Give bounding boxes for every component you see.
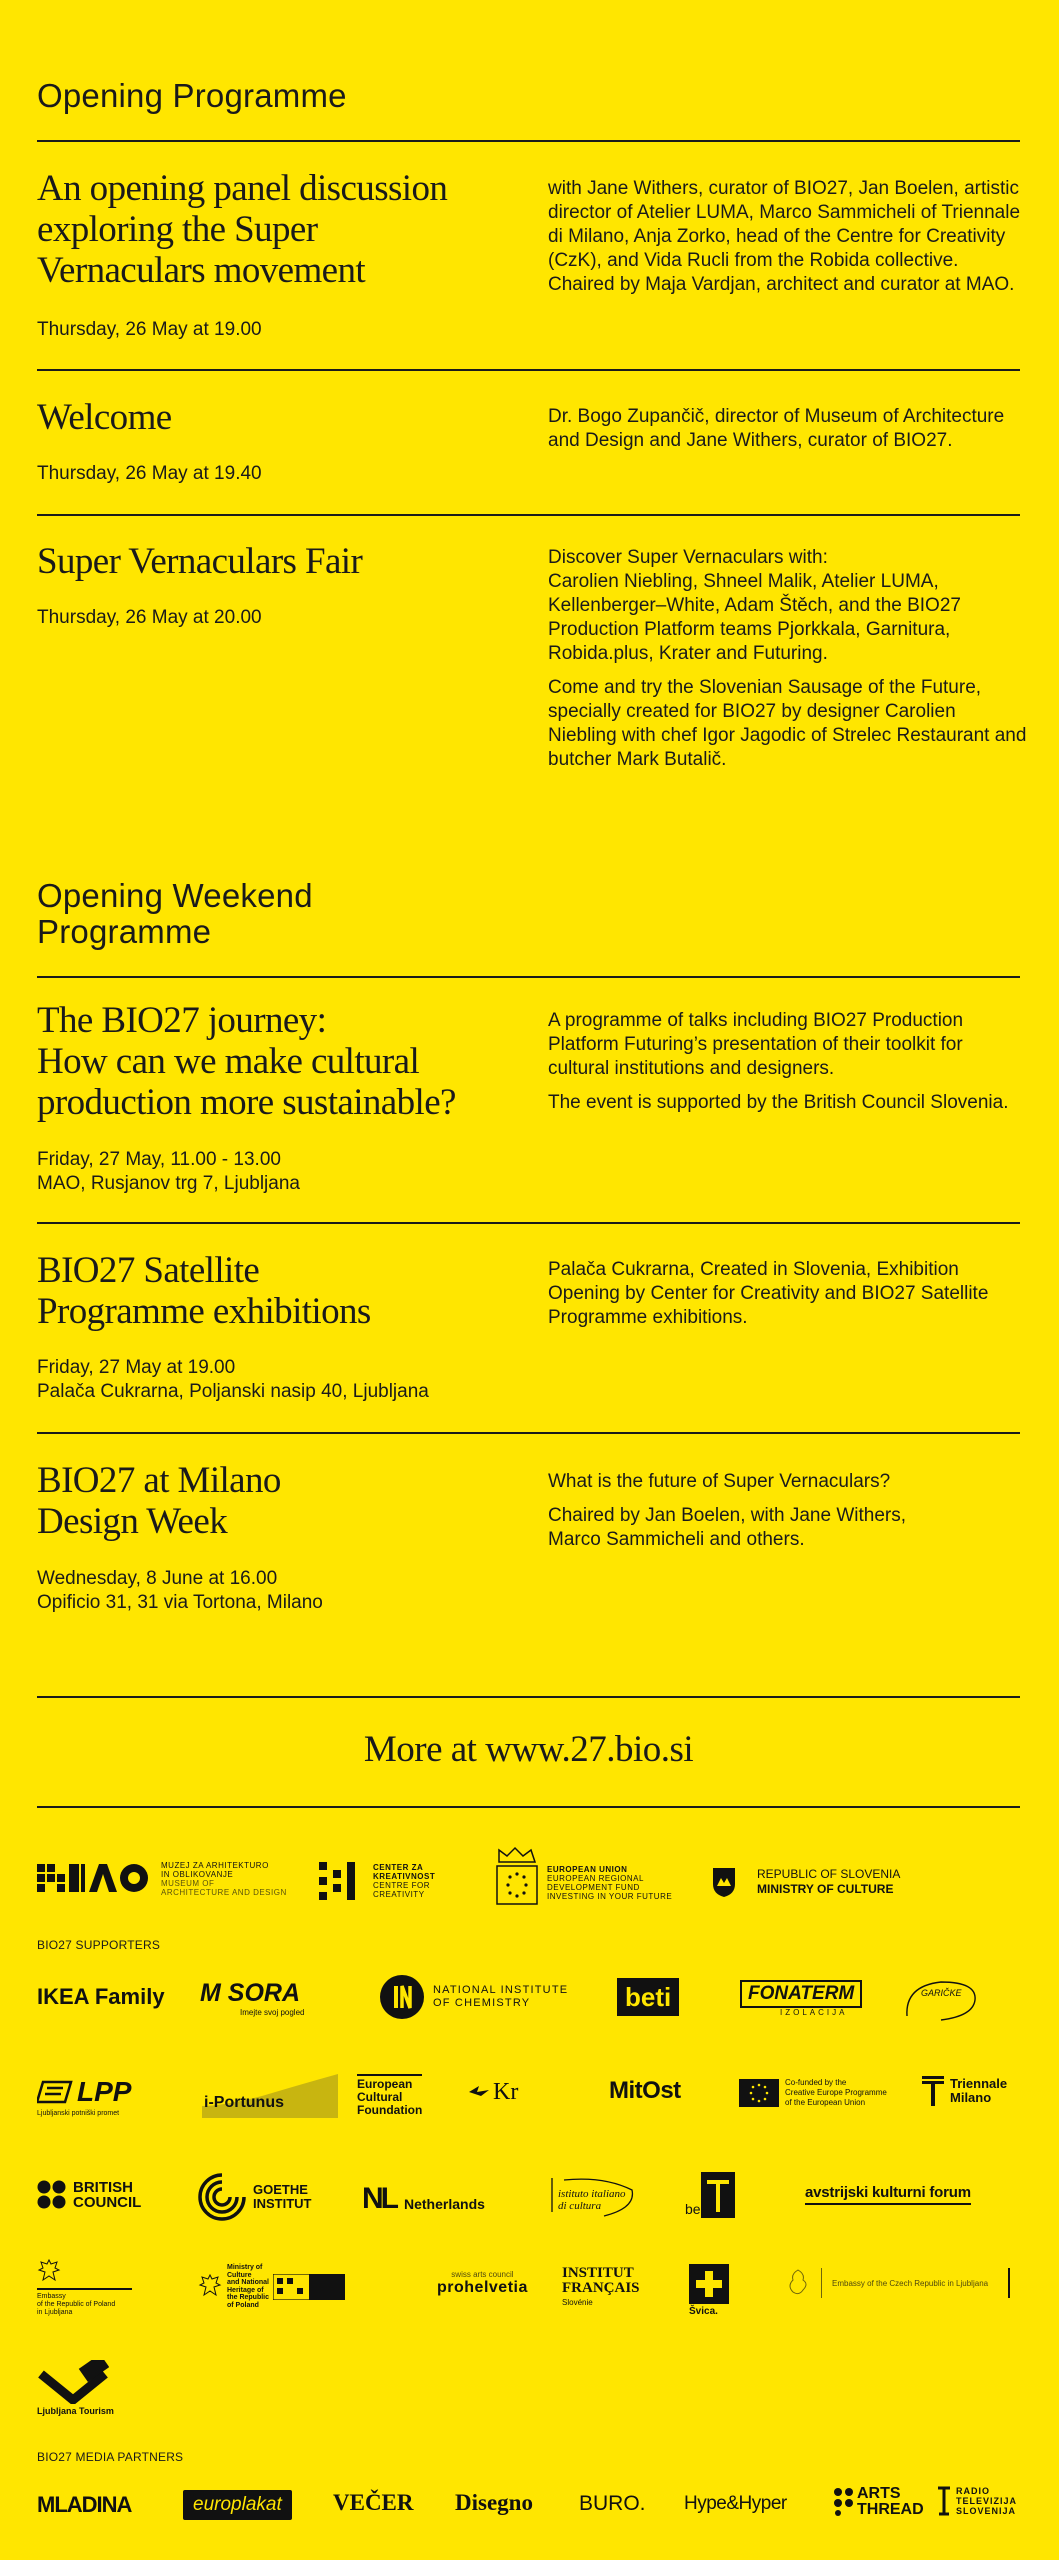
ministry-text (757, 1867, 900, 1897)
czk-text-line: CENTER ZA (373, 1863, 424, 1872)
czk-text (373, 1863, 435, 1899)
ministry-text-line: MINISTRY OF CULTURE (757, 1882, 894, 1896)
nl-wordmark: NL (362, 2182, 396, 2215)
ecf-text-line: Foundation (357, 2103, 423, 2117)
istituto-italiano-logo (544, 2172, 640, 2222)
event-time: Thursday, 26 May at 19.40 (37, 463, 262, 484)
i-portunus-wordmark: i-Portunus (204, 2094, 284, 2111)
czech-lion-icon (785, 2268, 811, 2298)
institut-francais-tagline: Slovénie (562, 2298, 593, 2307)
lpp-wordmark: LPP (77, 2076, 132, 2107)
event-description (548, 1258, 1028, 1340)
triennale-milano-logo (922, 2076, 1007, 2106)
czk-text-line: CREATIVITY (373, 1890, 425, 1899)
garicke-swirl-icon (901, 1976, 981, 2024)
polish-embassy-text-line: Embassy (37, 2293, 66, 2300)
i-portunus-logo (202, 2074, 338, 2118)
buro-logo: BURO. (579, 2492, 646, 2515)
triennale-t-icon (922, 2076, 944, 2106)
chemistry-text-line: OF CHEMISTRY (433, 1997, 531, 2009)
czech-embassy-rule (1008, 2268, 1010, 2298)
opening-programme-heading: Opening Programme (37, 77, 347, 114)
mao-mark-icon (37, 1858, 149, 1900)
event-description-paragraph: Discover Super Vernaculars with: Carolien Niebling, Shneel Malik, Atelier LUMA, Kellenberger–White, Adam Štěch, and the BIO27 Production Platform teams Pjorkkala, Garnitura, Robida.plus, Krater and Futuring. (548, 547, 961, 664)
kr-wordmark: Kr (493, 2079, 519, 2105)
czech-embassy-text: Embassy of the Czech Republic in Ljubljana (832, 2278, 989, 2288)
czk-mark-icon (319, 1862, 363, 1900)
event-description-paragraph: What is the future of Super Vernaculars? (548, 1471, 891, 1492)
event-title: BIO27 Satellite Programme exhibitions (37, 1250, 371, 1332)
garicke-logo (901, 1976, 981, 2024)
national-institute-of-chemistry-logo (379, 1974, 568, 2020)
ljubljana-tourism-text: Ljubljana Tourism (37, 2406, 114, 2416)
mao-text-line: MUSEUM OF (161, 1879, 215, 1888)
eu-text-line: INVESTING IN YOUR FUTURE (547, 1892, 673, 1901)
ikea-family-logo: IKEA Family (37, 1984, 165, 2009)
eu-flag-icon (739, 2079, 779, 2107)
ljubljana-tourism-mark-icon (37, 2360, 109, 2404)
fonaterm-wordmark: FONATERM (740, 1980, 862, 2008)
institut-francais-logo (562, 2266, 640, 2307)
mao-logo (37, 1858, 287, 1900)
divider (37, 369, 1020, 371)
triennale-text-line: Triennale (950, 2076, 1008, 2091)
british-council-text-line: BRITISH (73, 2179, 133, 2196)
divider (37, 1222, 1020, 1224)
vecer-logo: VEČER (333, 2490, 414, 2515)
mao-text-line: IN OBLIKOVANJE (161, 1870, 234, 1879)
fonaterm-tagline: IZOLACIJA (780, 2008, 848, 2017)
be-t-wordmark: be (685, 2201, 701, 2217)
disegno-logo: Disegno (455, 2490, 533, 2515)
pro-helvetia-wordmark: prohelvetia (437, 2279, 528, 2296)
divider (37, 514, 1020, 516)
institut-francais-text-line: INSTITUT (562, 2265, 634, 2281)
eu-text (547, 1865, 672, 1901)
creative-europe-text-line: Creative Europe Programme (785, 2088, 887, 2097)
lpp-tagline: Ljubljanski potniški promet (37, 2110, 120, 2117)
rtv-mark-icon (936, 2484, 952, 2518)
european-cultural-foundation-logo (357, 2074, 422, 2117)
be-t-logo (685, 2172, 735, 2218)
chemistry-text (433, 1984, 568, 2010)
event-description-paragraph: Chaired by Jan Boelen, with Jane Withers, Marco Sammicheli and others. (548, 1505, 907, 1550)
mitost-logo: MitOst (609, 2077, 681, 2104)
sora-logo (200, 1979, 304, 2017)
event-description-paragraph: with Jane Withers, curator of BIO27, Jan Boelen, artistic director of Atelier LUMA, Marco Sammicheli of Triennale di Milano, Anja Zorko, head of the Centre for Creativity (CzK), and Vida Rucli from the Robida collective. Chaired by Maja Vardjan, architect and curator at MAO. (548, 178, 1021, 295)
fonaterm-logo (740, 1980, 862, 2017)
polish-embassy-rule (37, 2288, 132, 2290)
creative-europe-text-line: of the European Union (785, 2098, 866, 2107)
europlakat-logo: europlakat (183, 2490, 292, 2520)
event-description (548, 1470, 1028, 1562)
triennale-text-line: Milano (950, 2090, 992, 2105)
austrian-cultural-forum-text: avstrijski kulturni forum (805, 2184, 971, 2205)
eu-text-line: DEVELOPMENT FUND (547, 1883, 640, 1892)
swiss-cross-icon (689, 2264, 729, 2304)
mao-text-line: MUZEJ ZA ARHITEKTURO (161, 1861, 269, 1870)
event-title: BIO27 at Milano Design Week (37, 1460, 281, 1542)
pro-helvetia-logo (437, 2270, 528, 2297)
arts-thread-logo (833, 2486, 924, 2518)
creative-europe-text (785, 2078, 887, 2108)
creative-europe-logo (739, 2078, 887, 2108)
event-description (548, 546, 1028, 782)
kr-bird-icon (467, 2082, 493, 2104)
supporters-label: BIO27 SUPPORTERS (37, 1938, 161, 1952)
goethe-text-line: INSTITUT (253, 2196, 312, 2211)
polish-embassy-text (37, 2293, 115, 2317)
event-title: The BIO27 journey: How can we make cultural production more sustainable? (37, 1000, 456, 1123)
polish-eagle-icon (197, 2273, 223, 2301)
goethe-institut-logo (197, 2172, 312, 2222)
institut-francais-text-line: FRANÇAIS (562, 2280, 640, 2296)
mladina-logo: MLADINA (37, 2492, 132, 2517)
hype-hyper-logo: Hype&Hyper (684, 2493, 787, 2514)
divider (37, 976, 1020, 978)
event-description-paragraph: Dr. Bogo Zupančič, director of Museum of Architecture and Design and Jane Withers, curator of BIO27. (548, 406, 1005, 451)
event-description (548, 177, 1028, 307)
czech-embassy-divider (821, 2268, 822, 2298)
istituto-italiano-text: istituto italiano di cultura (558, 2188, 626, 2212)
triennale-text (950, 2077, 1007, 2105)
event-title: Welcome (37, 397, 172, 438)
polish-embassy-text-line: of the Republic of Poland (37, 2301, 116, 2308)
polish-ministry-text-line: Heritage of (227, 2286, 264, 2294)
sora-wordmark: M SORA (200, 1979, 300, 2007)
arts-thread-text (857, 2486, 924, 2518)
event-description (548, 405, 1028, 463)
british-council-logo (37, 2180, 141, 2210)
event-description-paragraph: Palača Cukrarna, Created in Slovenia, Exhibition Opening by Center for Creativity and BIO27 Satellite Programme exhibitions. (548, 1259, 989, 1328)
event-description-paragraph: A programme of talks including BIO27 Production Platform Futuring’s presentation of their toolkit for cultural institutions and designers. (548, 1010, 964, 1079)
event-time: Friday, 27 May at 19.00 Palača Cukrarna, Poljanski nasip 40, Ljubljana (37, 1357, 429, 1402)
rtv-slovenija-logo (936, 2484, 1017, 2518)
czk-logo (319, 1862, 435, 1900)
rtv-text-line: TELEVIZIJA (956, 2496, 1018, 2506)
arts-thread-text-line: ARTS (857, 2485, 901, 2502)
rtv-text-line: SLOVENIJA (956, 2506, 1017, 2516)
netherlands-logo (362, 2182, 485, 2216)
rtv-text (956, 2486, 1017, 2516)
ministry-of-culture-logo (711, 1866, 900, 1898)
eu-text-line: EUROPEAN REGIONAL (547, 1874, 644, 1883)
rtv-text-line: RADIO (956, 2486, 990, 2496)
polish-ministry-text-line: Ministry of (227, 2264, 263, 2271)
polish-ministry-text-line: the Republic (227, 2294, 270, 2301)
be-t-icon (701, 2172, 735, 2218)
eu-regional-fund-logo (495, 1846, 672, 1908)
polish-embassy-text-line: in Ljubljana (37, 2309, 73, 2316)
polish-ministry-text-line: Culture (227, 2271, 252, 2279)
media-partners-label: BIO27 MEDIA PARTNERS (37, 2450, 184, 2464)
czk-text-line: KREATIVNOST (373, 1872, 436, 1881)
divider (37, 1696, 1020, 1698)
slovenia-coat-of-arms-icon (711, 1866, 737, 1898)
ecf-text-line: European (357, 2077, 413, 2091)
event-title: An opening panel discussion exploring the Super Vernaculars movement (37, 168, 448, 291)
chemistry-text-line: NATIONAL INSTITUTE (433, 1984, 569, 1996)
kr-logo (467, 2079, 518, 2106)
beti-logo: beti (617, 1978, 679, 2016)
polish-ministry-text-line: of Poland (227, 2301, 259, 2309)
polish-ministry-text (227, 2264, 269, 2309)
divider (37, 1432, 1020, 1434)
ministry-text-line: REPUBLIC OF SLOVENIA (757, 1867, 901, 1881)
divider (37, 140, 1020, 142)
sora-tagline: Imejte svoj pogled (240, 2008, 305, 2017)
event-title: Super Vernaculars Fair (37, 541, 363, 582)
divider (37, 1806, 1020, 1808)
goethe-circles-icon (197, 2172, 247, 2222)
austrian-cultural-forum-logo (805, 2184, 971, 2205)
goethe-text-line: GOETHE (253, 2182, 308, 2197)
polish-ministry-of-culture-logo (197, 2264, 345, 2309)
garicke-wordmark: GARIČKE (921, 1988, 962, 1998)
event-time: Thursday, 26 May at 20.00 (37, 607, 262, 628)
british-council-text-line: COUNCIL (73, 2194, 142, 2211)
czk-text-line: CENTRE FOR (373, 1881, 430, 1890)
eu-text-line: EUROPEAN UNION (547, 1865, 628, 1874)
event-description-paragraph: The event is supported by the British Council Slovenia. (548, 1092, 1009, 1113)
event-time: Wednesday, 8 June at 16.00 Opificio 31, 31 via Tortona, Milano (37, 1568, 323, 1613)
weekend-programme-heading: Opening Weekend Programme (37, 877, 313, 950)
pro-helvetia-tagline: swiss arts council (451, 2270, 514, 2279)
polish-institute-mark-icon (273, 2274, 345, 2300)
chemistry-institute-icon (379, 1974, 425, 2020)
more-info-link[interactable]: More at www.27.bio.si (363, 1729, 694, 1770)
czech-embassy-logo (785, 2268, 1010, 2298)
eu-flag-icon (495, 1846, 539, 1908)
mao-text-line: ARCHITECTURE AND DESIGN (161, 1888, 287, 1897)
netherlands-label: Netherlands (404, 2196, 485, 2212)
lpp-mark (37, 2076, 131, 2108)
creative-europe-text-line: Co-funded by the (785, 2078, 847, 2087)
lpp-logo (37, 2076, 131, 2117)
polish-embassy-logo (37, 2258, 132, 2317)
polish-eagle-icon (37, 2258, 61, 2284)
svica-wordmark: Švica. (689, 2306, 718, 2317)
event-time: Friday, 27 May, 11.00 - 13.00 MAO, Rusjanov trg 7, Ljubljana (37, 1149, 300, 1194)
event-description (548, 1009, 1028, 1125)
svica-logo (689, 2264, 729, 2317)
event-description-paragraph: Come and try the Slovenian Sausage of the Future, specially created for BIO27 by designer Carolien Niebling with chef Igor Jagodic of Strelec Restaurant and butcher Mark Butalič. (548, 677, 1027, 770)
mao-text (161, 1861, 287, 1897)
ecf-text-line: Cultural (357, 2090, 403, 2104)
ljubljana-tourism-logo (37, 2360, 114, 2416)
event-time: Thursday, 26 May at 19.00 (37, 319, 262, 340)
polish-ministry-text-line: and National (227, 2279, 270, 2286)
arts-thread-dots-icon (833, 2487, 855, 2517)
lpp-bus-icon (37, 2080, 73, 2104)
arts-thread-text-line: THREAD (857, 2501, 924, 2518)
goethe-text (253, 2183, 312, 2211)
british-council-dots-icon (37, 2180, 67, 2210)
british-council-text (73, 2180, 141, 2210)
